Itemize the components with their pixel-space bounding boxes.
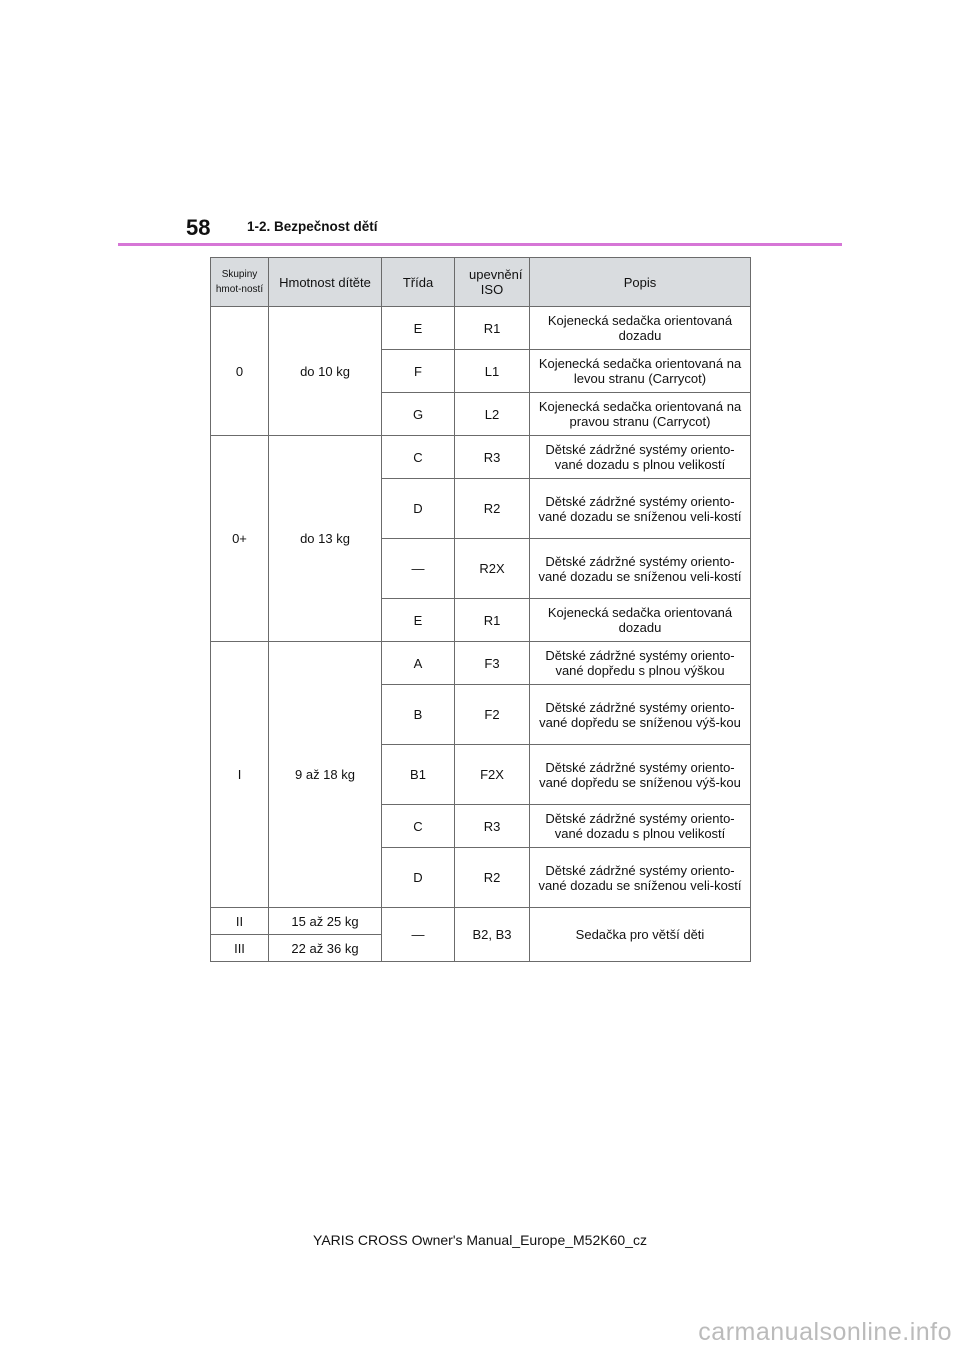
- description-cell: Kojenecká sedačka orientovaná na levou stranu (Carrycot): [530, 350, 751, 393]
- class-cell: A: [382, 642, 455, 685]
- header-weight-group: Skupiny hmot-ností: [211, 258, 269, 307]
- iso-cell: R2: [455, 479, 530, 539]
- weight-group-cell: II: [211, 908, 269, 935]
- iso-cell: L1: [455, 350, 530, 393]
- table-row: [211, 436, 751, 479]
- table-row: [211, 908, 751, 935]
- child-seat-table: [210, 257, 751, 962]
- header-divider: [118, 243, 842, 246]
- description-cell: Dětské zádržné systémy oriento-vané dozadu se sníženou veli-kostí: [530, 479, 751, 539]
- table-row: [211, 642, 751, 685]
- weight-group-cell: I: [211, 642, 269, 908]
- class-cell: E: [382, 599, 455, 642]
- weight-group-cell: 0: [211, 307, 269, 436]
- class-cell: —: [382, 539, 455, 599]
- class-cell: D: [382, 479, 455, 539]
- description-cell: Kojenecká sedačka orientovaná na pravou stranu (Carrycot): [530, 393, 751, 436]
- class-cell: D: [382, 848, 455, 908]
- header-description: Popis: [530, 258, 751, 307]
- description-cell: Dětské zádržné systémy oriento-vané dopředu se sníženou výš-kou: [530, 685, 751, 745]
- section-title: 1-2. Bezpečnost dětí: [247, 219, 378, 234]
- class-cell: E: [382, 307, 455, 350]
- description-cell: Sedačka pro větší děti: [530, 908, 751, 962]
- iso-cell: R3: [455, 436, 530, 479]
- iso-cell: F2X: [455, 745, 530, 805]
- table-header-row: [211, 258, 751, 307]
- class-cell: C: [382, 805, 455, 848]
- class-cell: F: [382, 350, 455, 393]
- table-row: [211, 307, 751, 350]
- class-cell: B: [382, 685, 455, 745]
- child-weight-cell: do 13 kg: [269, 436, 382, 642]
- iso-cell: R1: [455, 307, 530, 350]
- iso-cell: R2: [455, 848, 530, 908]
- iso-cell: R1: [455, 599, 530, 642]
- page-number: 58: [186, 215, 211, 240]
- iso-cell: R3: [455, 805, 530, 848]
- watermark: carmanualsonline.info: [698, 1318, 952, 1346]
- manual-footer: YARIS CROSS Owner's Manual_Europe_M52K60_cz: [313, 1232, 647, 1248]
- description-cell: Dětské zádržné systémy oriento-vané dozadu se sníženou veli-kostí: [530, 848, 751, 908]
- class-cell: —: [382, 908, 455, 962]
- iso-cell: L2: [455, 393, 530, 436]
- header-class: Třída: [382, 258, 455, 307]
- header-iso-fixing: upevnění ISO: [455, 258, 530, 307]
- description-cell: Dětské zádržné systémy oriento-vané dopředu s plnou výškou: [530, 642, 751, 685]
- description-cell: Dětské zádržné systémy oriento-vané dopředu se sníženou výš-kou: [530, 745, 751, 805]
- weight-group-cell: III: [211, 935, 269, 962]
- description-cell: Kojenecká sedačka orientovaná dozadu: [530, 599, 751, 642]
- description-cell: Dětské zádržné systémy oriento-vané dozadu se sníženou veli-kostí: [530, 539, 751, 599]
- weight-group-cell: 0+: [211, 436, 269, 642]
- child-weight-cell: 15 až 25 kg: [269, 908, 382, 935]
- description-cell: Dětské zádržné systémy oriento-vané dozadu s plnou velikostí: [530, 436, 751, 479]
- iso-cell: F2: [455, 685, 530, 745]
- iso-cell: B2, B3: [455, 908, 530, 962]
- header-child-weight: Hmotnost dítěte: [269, 258, 382, 307]
- iso-cell: F3: [455, 642, 530, 685]
- class-cell: G: [382, 393, 455, 436]
- child-weight-cell: 22 až 36 kg: [269, 935, 382, 962]
- child-weight-cell: do 10 kg: [269, 307, 382, 436]
- description-cell: Dětské zádržné systémy oriento-vané dozadu s plnou velikostí: [530, 805, 751, 848]
- iso-cell: R2X: [455, 539, 530, 599]
- class-cell: B1: [382, 745, 455, 805]
- child-weight-cell: 9 až 18 kg: [269, 642, 382, 908]
- description-cell: Kojenecká sedačka orientovaná dozadu: [530, 307, 751, 350]
- class-cell: C: [382, 436, 455, 479]
